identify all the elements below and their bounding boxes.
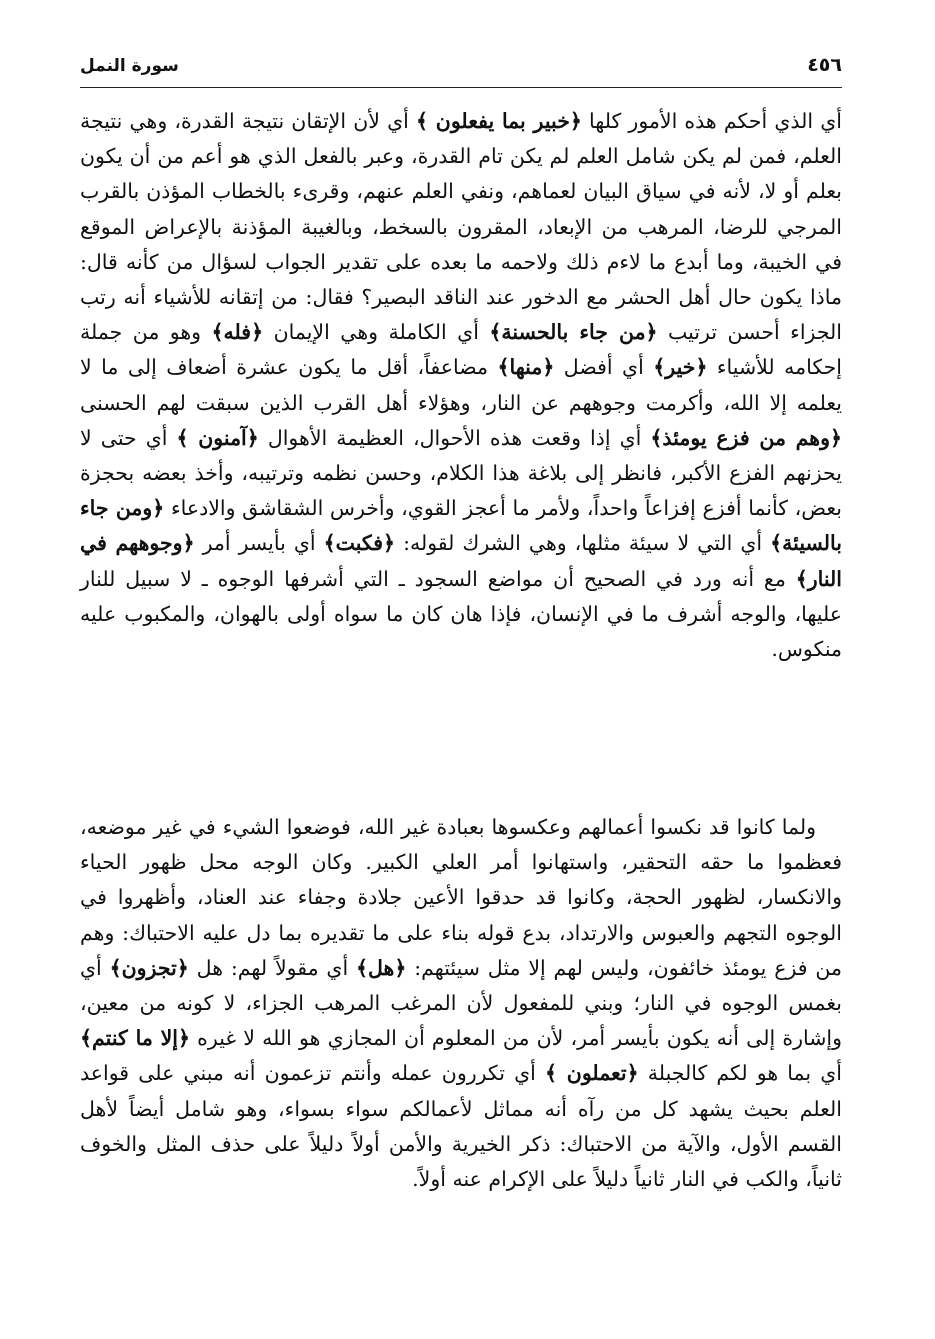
- text-segment: مضاعفاً، أقل ما يكون عشرة أضعاف إلى ما لا يعلمه إلا الله، وأكرمت وجوههم عن النار، وهؤلاء أهل القرب الذين سبقت لهم الحسنى: [80, 355, 842, 415]
- text-segment: أي بغمس الوجوه في النار؛ وبني للمفعول لأن المرغب المرهب الجزاء، لا كونه من معين، وإشارة إلى أنه يكون بأيسر أمر، لأن من المعلوم أن المجازي هو الله لا غيره: [80, 955, 842, 1051]
- quran-quote: ﴿وجوههم في النار﴾: [80, 531, 842, 591]
- header-divider: [80, 87, 842, 88]
- text-segment: أي بأيسر أمر: [194, 531, 324, 556]
- quran-quote: ﴿خبير بما يفعلون ﴾: [416, 109, 582, 133]
- paragraph-2: [80, 810, 842, 1197]
- text-segment: أي بما هو لكم كالجبلة: [638, 1061, 842, 1086]
- quran-quote: ﴿خير﴾: [653, 355, 708, 380]
- text-segment: أي الذي أحكم هذه الأمور كلها: [581, 109, 842, 133]
- quran-quote: ﴿فكبت﴾: [323, 531, 396, 556]
- quran-quote: ﴿فله﴾: [211, 320, 264, 345]
- quran-quote: ﴿تجزون﴾: [109, 955, 189, 980]
- quran-quote: ﴿وهم من فزع يومئذ﴾: [650, 425, 842, 450]
- page-header: [80, 50, 842, 88]
- text-segment: أي تكررون عمله وأنتم تزعمون أنه مبني على قواعد العلم بحيث يشهد كل من رآه أنه مماثل لأعمالكم سواء بسواء، وهو شامل أيضاً لأهل القسم الأول، والآية من الاحتباك: ذكر الخيرية والأمن أولاً دليلاً على حذف المثل والخوف ثانياً، والكب في النار ثانياً دليلاً على الإكرام عنه أولاً.: [80, 1061, 842, 1192]
- quran-quote: ﴿منها﴾: [497, 355, 555, 380]
- paragraph-2-block: [80, 810, 842, 1197]
- text-segment: ولما كانوا قد نكسوا أعمالهم وعكسوها بعبادة غير الله، فوضعوا الشيء في غير موضعه، فعظموا ما حقه التحقير، واستهانوا أمر العلي الكبير. وكان الوجه محل ظهور الحياء والانكسار، لظهور الحجة، وكانوا قد حدقوا الأعين جلادة وجفاء عند العناد، وأظهروا في الوجوه التجهم والعبوس والارتداد، بدع قوله بناء على ما تقديره بما دل عليه الاحتباك: وهم من فزع يومئذ خائفون، وليس لهم إلا مثل سيئتهم:: [80, 815, 842, 980]
- quran-quote: ﴿آمنون ﴾: [176, 425, 259, 450]
- text-segment: أي حتى لا يحزنهم الفزع الأكبر، فانظر إلى بلاغة هذا الكلام، وحسن نظمه وترتيبه، وأخذ بعضه بحجزة بعض، كأنما أفزع إفزاعاً واحداً، ولأمر ما أعجز القوي، وأخرس الشقاشق والادعاء: [80, 425, 842, 521]
- quran-quote: ﴿تعملون ﴾: [544, 1061, 639, 1086]
- paragraph-1: [80, 104, 842, 667]
- quran-quote: ﴿إلا ما كنتم﴾: [80, 1026, 190, 1051]
- text-segment: أي لأن الإتقان نتيجة القدرة، وهي نتيجة العلم، فمن لم يكن شامل العلم لم يكن تام القدرة، وعبر بالفعل الذي هو أعم من أن يكون بعلم أو لا، لأنه في سياق البيان لعماهم، ونفي العلم عنهم، وقرىء بالخطاب المؤذن بالقرب المرجي للرضا، المرهب من الإبعاد، المقرون بالسخط، وبالغيبة المؤذنة بالإعراض الموقع في الخيبة، وما أبدع ما لاءم ذلك ولاحمه ما بعده على تقدير الجواب لسؤال من كأنه قال: ماذا يكون حال أهل الحشر مع الدخور عند الناقد البصير؟ فقال: من إتقانه للأشياء أنه رتب الجزاء أحسن ترتيب: [80, 109, 842, 345]
- text-segment: وهو من جملة إحكامه للأشياء: [80, 320, 843, 380]
- text-segment: أي أفضل: [554, 355, 654, 380]
- quran-quote: ﴿ومن جاء بالسيئة﴾: [80, 496, 842, 556]
- text-segment: أي مقولاً لهم: هل: [188, 955, 357, 980]
- quran-quote: ﴿من جاء بالحسنة﴾: [489, 320, 658, 345]
- text-segment: أي الكاملة وهي الإيمان: [263, 320, 490, 345]
- surah-title: سورة النمل: [80, 56, 179, 76]
- text-segment: أي التي لا سيئة مثلها، وهي الشرك لقوله:: [395, 531, 771, 556]
- text-segment: مع أنه ورد في الصحيح أن مواضع السجود ـ التي أشرفها الوجوه ـ لا سبيل للنار عليها، والوجه أشرف ما في الإنسان، فإذا هان كان ما سواه أولى بالهوان، والمكبوب عليه منكوس.: [80, 566, 842, 662]
- paragraph-1-block: [80, 104, 842, 667]
- quran-quote: ﴿هل﴾: [356, 955, 407, 980]
- text-segment: أي إذا وقعت هذه الأحوال، العظيمة الأهوال: [258, 425, 651, 450]
- page-number: ٤٥٦: [807, 54, 842, 76]
